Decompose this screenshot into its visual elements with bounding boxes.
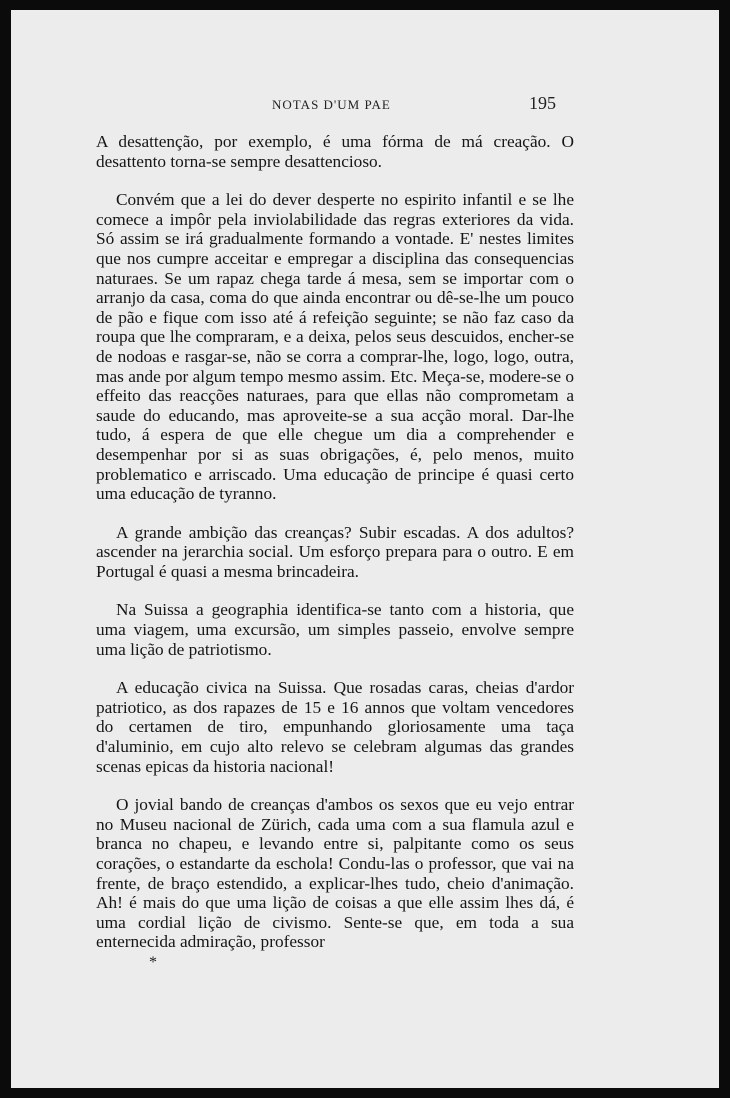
paragraph: Na Suissa a geographia identifica-se tanto com a historia, que uma viagem, uma excursão, um simples passeio, envolve sempre uma lição de patriotismo.: [96, 600, 574, 659]
paragraph: Convém que a lei do dever desperte no espirito infantil e se lhe comece a impôr pela inviolabilidade das regras exteriores da vida. Só assim se irá gradualmente formando a vontade. E' nestes limites que nos cumpre acceitar e empregar a disciplina das consequencias naturaes. Se um rapaz chega tarde á mesa, sem se importar com o arranjo da casa, coma do que ainda encontrar ou dê-se-lhe um pouco de pão e fique com isso até á refeição seguinte; se não faz caso da roupa que lhe compraram, e a deixa, pelos seus descuidos, encher-se de nodoas e rasgar-se, não se corra a comprar-lhe, logo, logo, outra, mas ande por algum tempo mesmo assim. Etc. Meça-se, modere-se o effeito das reacções naturaes, para que ellas não comprometam a saude do educando, mas aproveite-se a sua acção moral. Dar-lhe tudo, á espera de que elle chegue um dia a comprehender e desempenhar por si as suas obrigações, é, pelo menos, muito problematico e arriscado. Uma educação de principe é quasi certo uma educação de tyranno.: [96, 190, 574, 504]
running-title: NOTAS D'UM PAE: [272, 97, 391, 112]
page-number: 195: [529, 93, 556, 113]
paragraph: A grande ambição das creanças? Subir escadas. A dos adultos? ascender na jerarchia social. Um esforço prepara para o outro. E em Portugal é quasi a mesma brincadeira.: [96, 522, 574, 581]
book-page: [11, 10, 719, 1088]
paragraph: A desattenção, por exemplo, é uma fórma de má creação. O desattento torna-se sempre desattencioso.: [96, 132, 574, 171]
body-text: [96, 132, 574, 971]
paragraph: O jovial bando de creanças d'ambos os sexos que eu vejo entrar no Museu nacional de Zürich, cada uma com a sua flamula azul e branca no chapeu, e levando entre si, palpitante como os seus corações, o estandarte da eschola! Condu-las o professor, que vai na frente, de braço estendido, a explicar-lhes tudo, cheio d'animação. Ah! é mais do que uma lição de coisas a que elle assim lhes dá, é uma cordial lição de civismo. Sente-se que, em toda a sua enternecida admiração, professor: [96, 795, 574, 952]
paragraph: A educação civica na Suissa. Que rosadas caras, cheias d'ardor patriotico, as dos rapazes de 15 e 16 annos que voltam vencedores do certamen de tiro, empunhando gloriosamente uma taça d'aluminio, em cujo alto relevo se celebram algumas das grandes scenas epicas da historia nacional!: [96, 678, 574, 776]
footnote-mark: *: [149, 954, 157, 971]
